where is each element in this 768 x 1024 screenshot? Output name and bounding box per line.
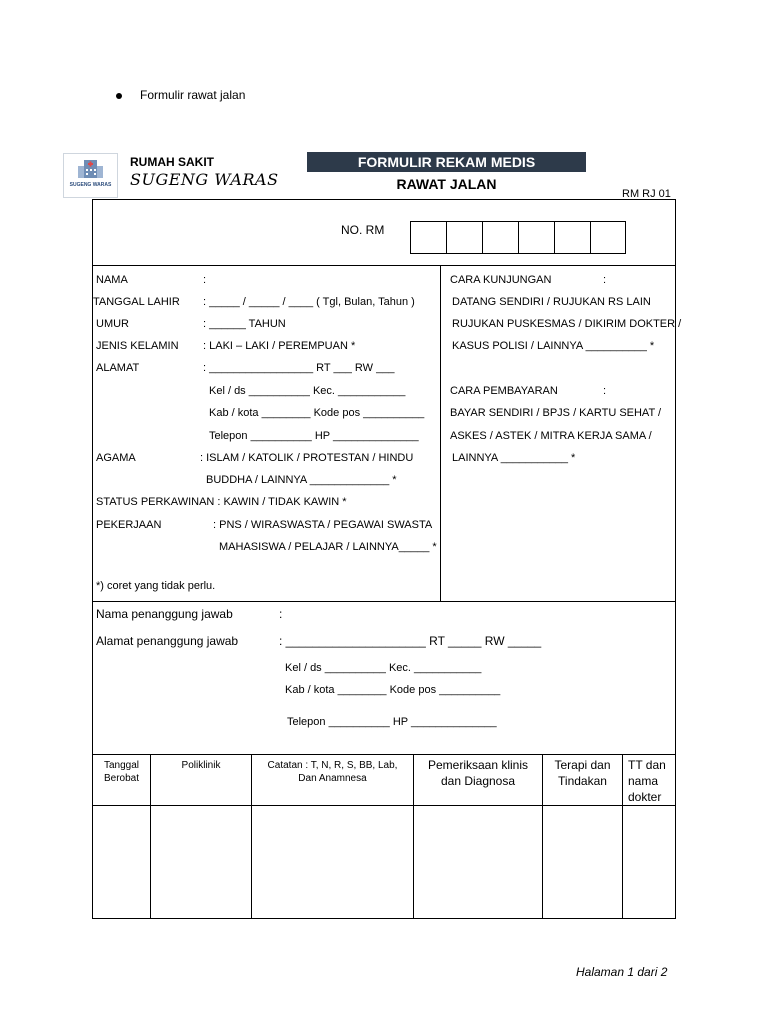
label-umur: UMUR [96, 318, 129, 330]
form-code: RM RJ 01 [622, 188, 671, 200]
value-agama-2: BUDDHA / LAINNYA _____________ * [206, 474, 397, 486]
value-kab: Kab / kota ________ Kode pos __________ [209, 407, 425, 419]
logo-caption: SUGENG WARAS [69, 182, 112, 188]
cara-kunjungan-separator: : [603, 274, 607, 286]
nama-separator: : [203, 274, 207, 286]
hospital-name-line2: SUGENG WARAS [130, 170, 279, 189]
no-rm-digit-box[interactable] [554, 221, 590, 254]
kunjungan-line-2: RUJUKAN PUSKESMAS / DIKIRIM DOKTER / [452, 318, 682, 330]
table-header-terapi: Terapi dan Tindakan [554, 758, 611, 788]
cara-pembayaran-separator: : [603, 385, 607, 397]
page-number: Halaman 1 dari 2 [576, 965, 668, 979]
hospital-building-icon [64, 154, 117, 197]
table-column-divider [622, 754, 623, 919]
kunjungan-line-3: KASUS POLISI / LAINNYA __________ * [452, 340, 655, 352]
pembayaran-line-2: ASKES / ASTEK / MITRA KERJA SAMA / [450, 430, 652, 442]
table-header-tt-dokter: TT dan nama dokter [628, 758, 666, 804]
intro-text: Formulir rawat jalan [140, 88, 246, 102]
kunjungan-line-1: DATANG SENDIRI / RUJUKAN RS LAIN [452, 296, 651, 308]
value-pekerjaan: : PNS / WIRASWASTA / PEGAWAI SWASTA [213, 519, 433, 531]
no-rm-digit-box[interactable] [446, 221, 482, 254]
label-cara-pembayaran: CARA PEMBAYARAN [450, 385, 558, 397]
table-header-pemeriksaan: Pemeriksaan klinis dan Diagnosa [427, 758, 529, 788]
value-umur: : ______ TAHUN [203, 318, 286, 330]
value-telepon: Telepon __________ HP ______________ [209, 430, 419, 442]
form-subtitle: RAWAT JALAN [396, 176, 497, 192]
form-title: FORMULIR REKAM MEDIS [307, 152, 586, 172]
label-pekerjaan: PEKERJAAN [96, 519, 162, 531]
no-rm-digit-box[interactable] [518, 221, 554, 254]
value-pekerjaan-2: MAHASISWA / PELAJAR / LAINNYA_____ * [219, 541, 437, 553]
value-jenis-kelamin: : LAKI – LAKI / PEREMPUAN * [203, 340, 356, 352]
table-column-divider [150, 754, 151, 919]
table-header-poliklinik: Poliklinik [181, 760, 221, 771]
hospital-logo [63, 153, 118, 198]
nama-penanggung-jawab-separator: : [279, 607, 283, 621]
value-alamat: : _________________ RT ___ RW ___ [203, 362, 395, 374]
value-alamat-penanggung-jawab: : _____________________ RT _____ RW _____ [279, 634, 542, 648]
pembayaran-line-1: BAYAR SENDIRI / BPJS / KARTU SEHAT / [450, 407, 662, 419]
no-rm-digit-box[interactable] [410, 221, 446, 254]
guardian-kab: Kab / kota ________ Kode pos __________ [285, 684, 501, 696]
value-kel: Kel / ds __________ Kec. ___________ [209, 385, 406, 397]
no-rm-digit-box[interactable] [482, 221, 518, 254]
label-nama: NAMA [96, 274, 128, 286]
label-status-perkawinan: STATUS PERKAWINAN : KAWIN / TIDAK KAWIN * [96, 496, 347, 508]
table-header-tanggal: Tanggal Berobat [103, 760, 140, 784]
label-agama: AGAMA [96, 452, 136, 464]
table-header-border [92, 805, 676, 806]
label-cara-kunjungan: CARA KUNJUNGAN [450, 274, 552, 286]
value-agama: : ISLAM / KATOLIK / PROTESTAN / HINDU [200, 452, 414, 464]
divider [92, 601, 676, 602]
divider [440, 265, 441, 601]
table-header-catatan: Catatan : T, N, R, S, BB, Lab, Dan Anamnesa [267, 760, 398, 784]
label-tanggal-lahir: TANGGAL LAHIR [93, 296, 180, 308]
bullet-dot [116, 93, 122, 99]
hospital-name-line1: RUMAH SAKIT [130, 155, 214, 169]
divider [92, 265, 676, 266]
label-jenis-kelamin: JENIS KELAMIN [96, 340, 179, 352]
label-nama-penanggung-jawab: Nama penanggung jawab [96, 607, 233, 621]
no-rm-label: NO. RM [341, 223, 385, 237]
label-alamat-penanggung-jawab: Alamat penanggung jawab [96, 634, 239, 648]
label-alamat: ALAMAT [96, 362, 140, 374]
table-top-border [92, 754, 676, 755]
pembayaran-line-3: LAINNYA ___________ * [452, 452, 576, 464]
no-rm-digit-box[interactable] [590, 221, 626, 254]
value-tanggal-lahir: : _____ / _____ / ____ ( Tgl, Bulan, Tahun ) [203, 296, 415, 308]
guardian-kel: Kel / ds __________ Kec. ___________ [285, 662, 482, 674]
footnote: *) coret yang tidak perlu. [96, 580, 216, 592]
no-rm-boxes[interactable] [410, 221, 626, 254]
guardian-telepon: Telepon __________ HP ______________ [287, 716, 497, 728]
